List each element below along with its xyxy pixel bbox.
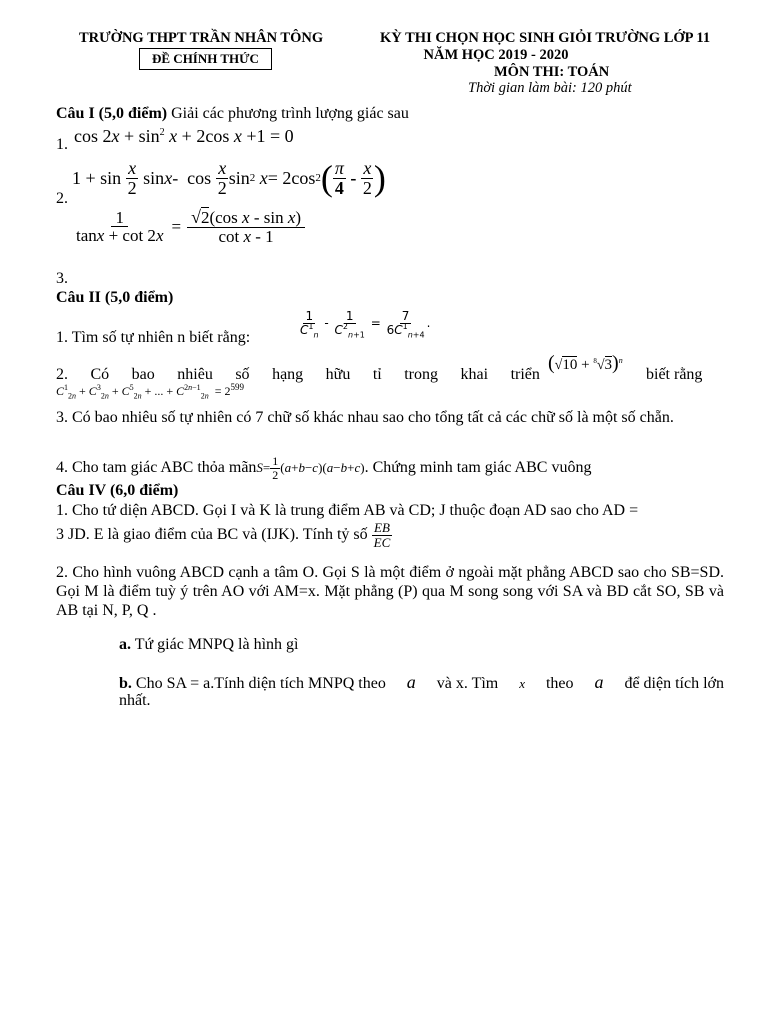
s4-q2b-text3: theo [545,675,574,692]
word: triển [510,366,540,383]
s4-q2a-text: Tứ giác MNPQ là hình gì [134,636,299,653]
word: số [235,366,250,383]
section1-intro: Giải các phương trình lượng giác sau [171,105,409,122]
section2-title: Câu II (5,0 điểm) [56,289,174,306]
s2-q1-text: 1. Tìm số tự nhiên n biết rằng: [56,329,251,346]
s4-q1-ratio: $\frac{EB}{EC}$ [373,520,391,550]
word: nhiêu [177,366,213,383]
s2-q2-expansion: $(√10 + ^8√3)^n$ [548,352,623,374]
s4-q2b-text2: và x. Tìm [436,675,499,692]
s4-q2b-var-x: x [519,676,525,691]
s4-q1-text-a: 1. Cho tứ diện ABCD. Gọi I và K là trung điểm AB và CD; J thuộc đoạn AD sao cho AD = [56,502,639,519]
s1-item1-number: 1. [56,136,68,153]
s2-q1-formula: $\frac{1}{C^1_n}$ - $\frac{1}{C^2_{n+1}}$ = $\frac{7}{6C^1_{n+4}}$ . [300,309,431,339]
s4-q2b-line1 [119,672,724,693]
word: bao [131,366,155,383]
s4-q2b-label: b. [119,675,132,692]
s4-q2a-label: a. [119,636,131,653]
s1-item3-number: 3. [56,270,68,287]
s2-q2-words [56,366,540,384]
s2-q2-condition: $C^1_{2n} + C^3_{2n} + C^5_{2n}$ + ... + $C^{2n-1}_{2n} = 2^{599}$ [56,382,244,401]
word: tỉ [372,366,382,383]
exam-title: KỲ THI CHỌN HỌC SINH GIỎI TRƯỜNG LỚP 11 [380,30,711,46]
s2-q4-formula: S = $\frac{1}{2}$ ( a + b − c )( a − b + c ) [256,454,365,482]
section1-title: Câu I (5,0 điểm) [56,105,168,122]
word: trong [404,366,439,383]
s4-q2-text: 2. Cho hình vuông ABCD cạnh a tâm O. Gọi S là một điểm ở ngoài mặt phẳng ABCD sao cho SB=SD. Gọi M là điểm tuỳ ý trên AO với AM=x. Mặt phẳng (P) qua M song song với SA và BD cắt SO, SB và AB tại N, P, Q . [56,564,724,619]
s4-q1-text-b: 3 JD. E là giao điểm của BC và (IJK). Tính tỷ số [56,526,368,544]
subject: MÔN THI: TOÁN [494,64,610,80]
s4-q2b-var-a2: a [594,672,604,692]
section4-title: Câu IV (6,0 điểm) [56,482,179,499]
word: khai [460,366,489,383]
word: Có [90,366,110,383]
s4-q2b-text4: để diện tích lớn [624,675,724,692]
s4-q2b-var-a: a [406,672,416,692]
s1-item2-equation: 1 + sin $\frac{x}{2}$ sin x - cos $\frac{x}{2}$ sin 2 x = 2cos 2 ( $\frac{\pi}{4}$ - $\frac{x}{2}$ ) [72,157,386,198]
s1-item3-equation: $\frac{1}{\tan x + \cot 2x}$ = $\frac{\text{√2(cos x - sin x)}}{\text{cot x - 1}}$ [74,208,305,246]
duration: Thời gian làm bài: 120 phút [468,80,632,96]
s4-q2b-text1: Cho SA = a.Tính diện tích MNPQ theo [135,675,386,692]
s2-q2-tail: biết rằng [646,366,703,383]
s1-item2-number: 2. [56,190,68,207]
s1-item1-equation: $\cos 2x + \sin^2 x + 2\cos$ x +1 = 0 [74,126,294,146]
s2-q4 [56,455,591,481]
word: hạng [272,366,304,383]
word: hữu [325,366,351,383]
s2-q4-text-a: 4. Cho tam giác ABC thỏa mãn [56,459,257,477]
s2-q3-text: 3. Có bao nhiêu số tự nhiên có 7 chữ số khác nhau sao cho tổng tất cả các chữ số là một số chẵn. [56,409,674,426]
school-year: NĂM HỌC 2019 - 2020 [423,47,569,63]
official-badge: ĐỀ CHÍNH THỨC [139,48,272,70]
s4-q1-line2 [56,521,392,549]
school-name: TRƯỜNG THPT TRẦN NHÂN TÔNG [79,30,324,46]
section1-header [56,105,409,123]
s4-q2a [119,636,298,654]
s4-q2b-text5: nhất. [119,692,151,709]
s2-q2-number: 2. [56,366,68,383]
s2-q4-text-b: . Chứng minh tam giác ABC vuông [364,459,592,477]
